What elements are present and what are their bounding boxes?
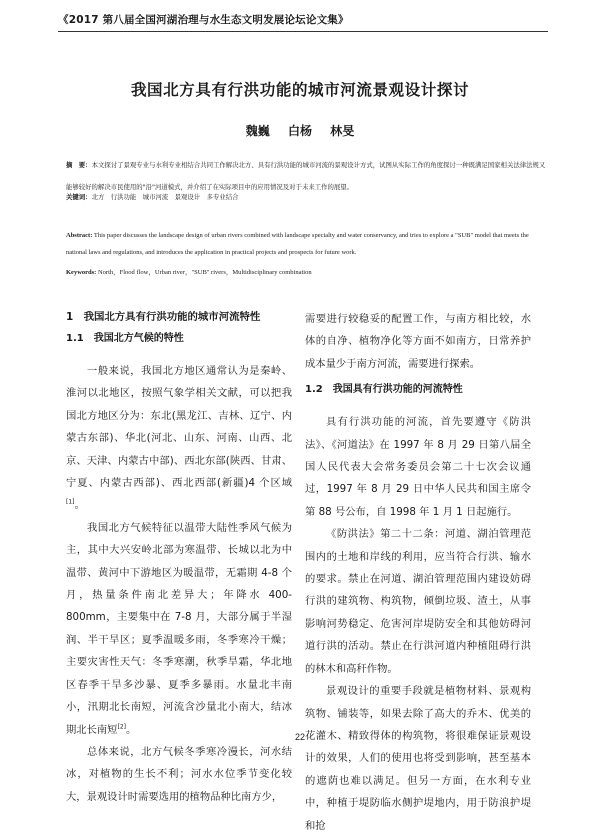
paragraph-text: 我国北方气候特征以温带大陆性季风气候为主，其中大兴安岭北部为寒温带、长城以北为中温带、黄河中下游地区为暖温带，无霜期 4-8 个月，热量条件南北差异大；年降水 400-800mm，主要集中在 7-8 月，大部分属于半湿润、半干旱区；夏季温暖多雨，冬季寒冷干燥；主要灾害性天气：冬季寒潮，秋季旱霜，华北地区春季干旱多沙暴、夏季多暴雨。水量北丰南小，汛期北长南短，河流含沙量北小南大，结冰期北长南短 [66, 521, 292, 736]
paragraph: 景观设计的重要手段就是植物材料、景观构筑物、铺装等，如果去除了高大的乔木、优美的花灌木、精致得体的构筑物，将很难保证景观设计的效果，人们的使用也将受到影响，甚至基本的遮荫也难以满足。但另一方面，在水利专业中，种植于堤防临水侧护堤地内，用于防浪护堤和抢 [305, 685, 531, 832]
keywords-text-en: North，Flood flow，Urban river，"SUB" rivers，Multidisciplinary combination [97, 269, 312, 276]
header-rule [58, 31, 548, 32]
paper-title: 我国北方具有行洪功能的城市河流景观设计探讨 [130, 81, 470, 99]
paragraph: 需要进行较稳妥的配置工作，与南方相比较，水体的自净、植物净化等方面不如南方，日常养护成本量少于南方河流，需要进行探索。 [305, 313, 531, 370]
paragraph: 总体来说，北方气候冬季寒冷漫长，河水结冰，对植物的生长不利；河水水位季节变化较大，景观设计时需要选用的植物品种比南方少， [66, 745, 292, 803]
paragraph-text: 一般来说，我国北方地区通常认为是秦岭、淮河以北地区，按照气象学相关文献，可以把我国北方地区分为：东北(黑龙江、吉林、辽宁、内蒙古东部)、华北(河北、山东、河南、山西、北京、天津、内蒙古中部)、西北东部(陕西、甘肃、宁夏、内蒙古西部)、西北西部(新疆)4 个区域 [66, 365, 292, 490]
paragraph [66, 360, 292, 517]
paragraph: 《防洪法》第二十二条：河道、湖泊管理范围内的土地和岸线的利用，应当符合行洪、输水的要求。禁止在河道、湖泊管理范围内建设妨碍行洪的建筑物、构筑物，倾倒垃圾、渣土，从事影响河势稳定、危害河岸堤防安全和其他妨碍河道行洪的活动。禁止在行洪河道内种植阻碍行洪的林木和高秆作物。 [305, 528, 531, 675]
paragraph-end: 。 [74, 499, 85, 512]
abstract-text-en: This paper discusses the landscape design of urban rivers combined with landscape specialty and water conservancy, and tries to explore a "SUB" model that meets the national laws and regulations, and introduces the application in practical projects and prospects for future work. [66, 232, 529, 256]
author-name: 林旻 [330, 124, 355, 138]
citation: [1] [66, 499, 75, 507]
keywords-chinese [66, 192, 546, 202]
keywords-label-en: Keywords: [66, 269, 97, 276]
running-header: 《2017 第八届全国河湖治理与水生态文明发展论坛论文集》 [58, 14, 349, 26]
author-list [0, 122, 600, 139]
abstract-text: 本文探讨了景观专业与水利专业相结合共同工作解决北方、具有行洪功能的城市河流的景观设计方式，试图从实际工作的角度探讨一种既满足国家相关法律法规又能够较好的解决市民使用的"沿"河道模式，并介绍了在实际项目中的应用情况及对于未来工作的展望。 [66, 161, 546, 191]
author-name: 白杨 [287, 124, 312, 138]
spacer [305, 375, 531, 383]
paragraph: 具有行洪功能的河流，首先要遵守《防洪法》、《河道法》在 1997 年 8 月 29 日第八届全国人民代表大会常务委员会第二十七次会议通过，1997 年 8 月 29 日中华人民共和国主席令第 88 号公布，自 1998 年 1 月 1 日起施行。 [305, 416, 531, 518]
right-column [305, 308, 531, 837]
subsection-heading: 1.2 我国具有行洪功能的河流特性 [305, 384, 463, 396]
citation: [2] [117, 723, 126, 731]
abstract-label: 摘 要： [66, 161, 92, 169]
abstract-english [66, 227, 550, 261]
paragraph [66, 517, 292, 741]
section-heading: 1 我国北方具有行洪功能的城市河流特性 [66, 311, 261, 323]
subsection-heading: 1.1 我国北方气候的特性 [66, 333, 184, 344]
paragraph-end: 。 [125, 723, 137, 736]
keywords-text: 北方 行洪功能 城市河流 景观设计 多专业结合 [91, 193, 239, 201]
page-number: 22 [294, 732, 305, 742]
author-name: 魏巍 [245, 124, 270, 138]
keywords-label: 关键词： [66, 193, 92, 201]
keywords-english [66, 268, 546, 278]
abstract-label-en: Abstract: [66, 232, 93, 239]
